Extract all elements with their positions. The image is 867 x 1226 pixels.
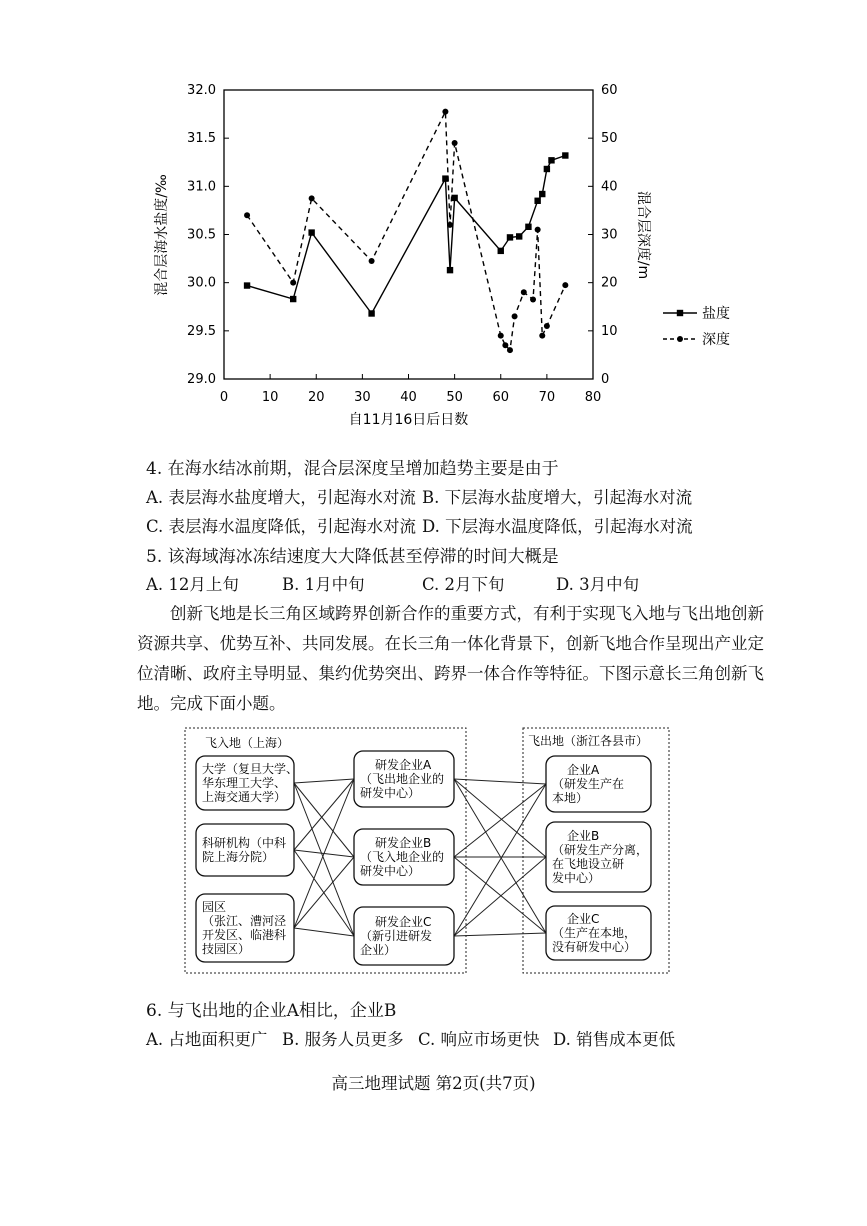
- depth-point: [539, 333, 545, 339]
- rnd-box-text: （新引进研发: [360, 929, 433, 943]
- enclave-out-title: 飞出地（浙江各县市）: [528, 734, 649, 748]
- outflow-box-text: 企业C: [567, 912, 600, 926]
- inflow-box-text: 科研机构（中科: [202, 836, 287, 850]
- depth-point: [530, 297, 536, 303]
- connector-line: [294, 779, 354, 783]
- question-6: 6. 与飞出地的企业A相比，企业B: [146, 1001, 397, 1021]
- salinity-point: [534, 198, 540, 204]
- connector-line: [454, 784, 546, 857]
- connector-line: [454, 779, 546, 857]
- y-right-tick-label: 60: [601, 83, 618, 98]
- salinity-point: [539, 191, 545, 197]
- legend-label: 盐度: [702, 306, 730, 322]
- depth-point: [521, 289, 527, 295]
- q4-option-b: B. 下层海水盐度增大，引起海水对流: [422, 488, 693, 507]
- innovation-enclave-diagram: [0, 718, 867, 980]
- x-tick-label: 10: [261, 390, 279, 405]
- connector-line: [294, 783, 354, 936]
- y-left-tick-label: 30.5: [187, 227, 216, 243]
- q6-option-b: B. 服务人员更多: [282, 1030, 404, 1049]
- connector-line: [454, 779, 546, 933]
- legend-label: 深度: [702, 332, 730, 348]
- rnd-box-text: 研发中心）: [360, 864, 421, 878]
- depth-point: [309, 195, 315, 201]
- depth-point: [447, 222, 453, 228]
- y-right-tick-label: 20: [601, 275, 618, 291]
- rnd-box-text: （飞出地企业的: [360, 772, 445, 786]
- question-4: 4. 在海水结冰前期，混合层深度呈增加趋势主要是由于: [146, 459, 559, 479]
- salinity-point: [516, 233, 522, 239]
- depth-point: [498, 333, 504, 339]
- depth-point: [535, 227, 541, 233]
- y-right-axis-label: 混合层深度/m: [635, 190, 651, 280]
- rnd-box-text: 研发企业A: [375, 758, 432, 772]
- inflow-box-text: 大学（复旦大学、: [202, 762, 299, 776]
- q5-option-d: D. 3月中旬: [556, 575, 640, 594]
- outflow-box-text: （研发生产在: [552, 777, 625, 791]
- salinity-point: [244, 282, 250, 288]
- y-right-tick-label: 30: [601, 227, 618, 243]
- y-right-tick-label: 40: [601, 179, 618, 195]
- connector-line: [294, 779, 354, 928]
- rnd-box-text: 研发企业B: [375, 836, 432, 850]
- rnd-box-text: （飞入地企业的: [360, 850, 445, 864]
- x-tick-label: 40: [400, 390, 417, 405]
- inflow-box-text: （张江、漕河泾: [202, 914, 287, 928]
- connector-line: [294, 779, 354, 850]
- page-footer: 高三地理试题 第2页(共7页): [331, 1074, 536, 1093]
- inflow-box-text: 园区: [202, 900, 227, 914]
- connector-line: [454, 784, 546, 936]
- outflow-box-text: 发中心）: [552, 871, 601, 885]
- legend-marker: [677, 310, 683, 316]
- salinity-point: [451, 195, 457, 201]
- salinity-depth-chart: [0, 0, 867, 440]
- x-axis-label: 自11月16日后日数: [348, 412, 469, 428]
- salinity-point: [525, 224, 531, 230]
- outflow-box-text: 没有研发中心）: [552, 940, 637, 954]
- salinity-point: [447, 267, 453, 273]
- connector-line: [454, 779, 546, 784]
- outflow-box-text: （研发生产分离，: [552, 843, 649, 857]
- salinity-point: [544, 166, 550, 172]
- depth-point: [442, 109, 448, 115]
- connector-line: [454, 933, 546, 936]
- inflow-box-text: 开发区、临港科: [202, 928, 287, 942]
- y-right-tick-label: 10: [601, 323, 618, 339]
- y-right-tick-label: 50: [601, 131, 618, 147]
- salinity-point: [368, 310, 374, 316]
- y-left-tick-label: 32.0: [187, 83, 216, 98]
- y-left-tick-label: 30.0: [187, 275, 216, 291]
- connector-line: [294, 857, 354, 928]
- outflow-box-text: 在飞地设立研: [552, 857, 625, 871]
- y-left-tick-label: 29.5: [187, 323, 216, 339]
- x-tick-label: 20: [307, 390, 325, 405]
- salinity-point: [498, 248, 504, 254]
- depth-point: [369, 258, 375, 264]
- y-left-tick-label: 31.5: [187, 131, 216, 147]
- x-tick-label: 30: [354, 390, 371, 405]
- connector-line: [294, 783, 354, 857]
- q5-option-c: C. 2月下旬: [422, 575, 505, 594]
- depth-point: [507, 347, 513, 353]
- depth-point: [512, 313, 518, 319]
- y-left-tick-label: 31.0: [187, 179, 216, 195]
- legend-marker: [677, 336, 683, 342]
- salinity-point: [290, 296, 296, 302]
- q5-option-b: B. 1月中旬: [282, 575, 365, 594]
- inflow-box-text: 院上海分院）: [202, 850, 275, 864]
- outflow-box-text: 本地）: [552, 791, 589, 805]
- y-left-tick-label: 29.0: [187, 372, 216, 387]
- outflow-box-text: 企业B: [567, 829, 600, 843]
- salinity-point: [308, 229, 314, 235]
- rnd-box-text: 研发中心）: [360, 786, 421, 800]
- depth-point: [290, 280, 296, 286]
- inflow-box-text: 华东理工大学、: [202, 776, 287, 790]
- depth-point: [452, 140, 458, 146]
- salinity-point: [562, 152, 568, 158]
- q4-option-a: A. 表层海水盐度增大，引起海水对流: [146, 488, 416, 507]
- q5-option-a: A. 12月上旬: [146, 575, 239, 594]
- depth-point: [502, 342, 508, 348]
- q6-option-a: A. 占地面积更广: [146, 1030, 268, 1049]
- x-tick-label: 80: [584, 390, 602, 405]
- x-tick-label: 50: [446, 390, 463, 405]
- outflow-box-text: 企业A: [567, 763, 600, 777]
- salinity-point: [507, 234, 513, 240]
- y-left-axis-label: 混合层海水盐度/‰: [154, 174, 170, 296]
- depth-point: [562, 282, 568, 288]
- enclave-in-title: 飞入地（上海）: [205, 736, 290, 750]
- plot-frame: [224, 90, 593, 379]
- depth-point: [544, 323, 550, 329]
- depth-point: [244, 212, 250, 218]
- rnd-box-text: 研发企业C: [375, 915, 432, 929]
- x-tick-label: 60: [492, 390, 510, 405]
- x-tick-label: 70: [538, 390, 556, 405]
- intro-paragraph: 创新飞地是长三角区域跨界创新合作的重要方式，有利于实现飞入地与飞出地创新资源共享、优势互补、共同发展。在长三角一体化背景下，创新飞地合作呈现出产业定位清晰、政府主导明显、集约优势突出、跨界一体合作等特征。下图示意长三角创新飞地。完成下面小题。: [137, 604, 764, 713]
- q4-option-c: C. 表层海水温度降低，引起海水对流: [146, 517, 417, 536]
- q4-option-d: D. 下层海水温度降低，引起海水对流: [422, 517, 693, 536]
- y-right-tick-label: 0: [601, 372, 610, 387]
- outflow-box-text: （生产在本地，: [552, 926, 637, 940]
- q6-option-d: D. 销售成本更低: [553, 1030, 676, 1049]
- salinity-point: [548, 157, 554, 163]
- x-tick-label: 0: [219, 390, 229, 405]
- q6-option-c: C. 响应市场更快: [418, 1030, 540, 1049]
- series-line-深度: [247, 112, 565, 350]
- inflow-box-text: 上海交通大学）: [202, 790, 287, 804]
- connector-line: [294, 928, 354, 936]
- rnd-box-text: 企业）: [360, 943, 397, 957]
- inflow-box-text: 技园区）: [202, 942, 251, 956]
- question-5: 5. 该海域海冰冻结速度大大降低甚至停滞的时间大概是: [146, 547, 559, 567]
